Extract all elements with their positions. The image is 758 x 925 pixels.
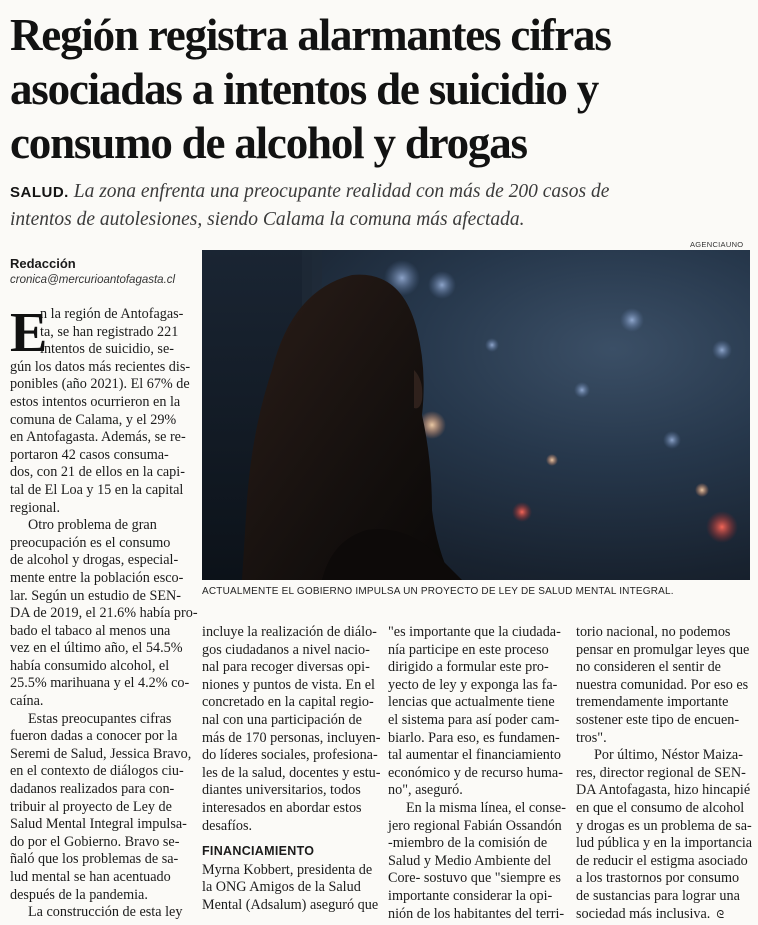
text-line: lud mental se han acentuado [10, 869, 171, 885]
text-line: dadanos realizados para con- [10, 781, 175, 798]
text-line: en que el consumo de alcohol [576, 799, 745, 816]
text-line: DA de 2019, el 21.6% había pro- [10, 605, 198, 622]
lead-paragraph [10, 302, 193, 364]
article-column-3 [388, 624, 566, 923]
text-line: no consideren el sentir de [576, 659, 721, 676]
headline-line: asociadas a intentos de suicidio y [10, 64, 599, 114]
text-line: y drogas es un problema de sa- [576, 817, 752, 834]
deck-text: La zona enfrenta una preocupante realidad con más de 200 casos de [73, 181, 610, 202]
text-line: nión de los habitantes del terri- [388, 905, 565, 922]
text-line: más de 170 personas, incluyen- [202, 729, 381, 746]
drop-cap: E [10, 302, 48, 364]
deck-line-1 [10, 178, 750, 206]
text-line: preocupación es el consumo [10, 534, 171, 551]
text-line: Estas preocupantes cifras [28, 710, 172, 727]
article-photo [202, 250, 750, 580]
text-line: nal con una participación de [202, 711, 362, 728]
text-line: concretado en la capital regio- [202, 694, 374, 711]
end-mark-icon: ᘓ [716, 907, 725, 921]
section-subhead: FINANCIAMIENTO [202, 844, 315, 859]
text-line: do líderes sociales, profesiona- [202, 747, 378, 764]
deck [10, 178, 750, 233]
text-line: nal para recoger diversas opi- [202, 659, 370, 676]
text-line: vez en el último año, el 54.5% [10, 640, 183, 657]
text-line: biarlo. Para eso, es fundamen- [388, 729, 560, 746]
text-line: regional. [10, 499, 61, 516]
text-line: estos intentos ocurrieron en la [10, 393, 181, 410]
text-line: portaron 42 casos consuma- [10, 446, 169, 463]
headline-line: Región registra alarmantes cifras [10, 10, 611, 60]
text-line: -miembro de la comisión de [388, 835, 548, 852]
text-line: res, director regional de SEN- [576, 764, 746, 781]
photo-credit: AGENCIAUNO [690, 240, 744, 249]
text-line: tal de El Loa y 15 en la capital [10, 481, 184, 498]
text-line: gos ciudadanos a nivel nacio- [202, 641, 370, 658]
text-line: nía participe en este proceso [388, 641, 549, 658]
text-line: n la región de Antofagas- [40, 306, 184, 322]
text-line: gún los datos más recientes dis- [10, 358, 191, 375]
article-column-2 [202, 624, 381, 915]
text-line: DA Antofagasta, hizo hincapié [576, 782, 751, 799]
headline [10, 8, 750, 170]
text-line: en el contexto de diálogos ciu- [10, 763, 184, 780]
text-line: Myrna Kobbert, presidenta de [202, 861, 373, 878]
text-line: Salud y Medio Ambiente del [388, 852, 552, 869]
text-line: la ONG Amigos de la Salud [202, 879, 361, 896]
text-line: lar. Según un estudio de SEN- [10, 587, 182, 604]
text-line: "es importante que la ciudada- [388, 624, 561, 640]
text-line: intentos de suicidio, se- [40, 341, 174, 358]
text-line: pensar en promulgar leyes que [576, 641, 750, 658]
text-line: yecto de ley y exponga las fa- [388, 676, 558, 693]
text-line: ñaló que los problemas de sa- [10, 851, 179, 868]
text-line: bado el tabaco al menos una [10, 622, 171, 639]
text-line: nuestra comunidad. Por eso es [576, 676, 749, 693]
text-line: tremendamente importante [576, 694, 729, 711]
photo-caption: ACTUALMENTE EL GOBIERNO IMPULSA UN PROYECTO DE LEY DE SALUD MENTAL INTEGRAL. [202, 586, 674, 597]
text-line: después de la pandemia. [10, 886, 148, 903]
text-line: En la misma línea, el conse- [406, 799, 566, 816]
text-line: ponibles (año 2021). El 67% de [10, 376, 190, 393]
text-line: dirigido a formular este pro- [388, 659, 549, 676]
text-line: niones y puntos de vista. En el [202, 676, 375, 693]
text-line: había consumido alcohol, el [10, 657, 170, 674]
author-name: Redacción [10, 256, 76, 271]
text-line: les de la salud, docentes y estu- [202, 764, 381, 781]
text-line: incluye la realización de diálo- [202, 624, 377, 640]
text-line: Mental (Adsalum) aseguró que [202, 896, 379, 913]
text-line: desafíos. [202, 817, 253, 834]
headline-line: consumo de alcohol y drogas [10, 118, 527, 168]
text-line: Core- sostuvo que "siempre es [388, 870, 561, 887]
text-line: de alcohol y drogas, especial- [10, 552, 179, 569]
text-line: lencias que actualmente tiene [388, 694, 555, 711]
article-column-4 [576, 624, 753, 923]
text-line-final [576, 906, 746, 924]
text-line: La construcción de esta ley [28, 904, 183, 921]
text-line: en Antofagasta. Además, se re- [10, 429, 186, 446]
text-line: comuna de Calama, y el 29% [10, 411, 177, 428]
text-line: económico y de recurso huma- [388, 764, 563, 781]
photo-illustration [202, 250, 750, 580]
text-line: tribuir al proyecto de Ley de [10, 798, 172, 815]
text-line: jero regional Fabián Ossandón [388, 817, 562, 834]
text-line: lud pública y en la importancia [576, 835, 753, 852]
byline [10, 256, 195, 286]
text-line: dos, con 21 de ellos en la capi- [10, 464, 185, 481]
text-line: a los trastornos por consumo [576, 870, 740, 887]
text-line: sociedad más inclusiva. [576, 905, 711, 922]
text-line: Salud Mental Integral impulsa- [10, 816, 187, 833]
text-line: sostener este tipo de encuen- [576, 711, 740, 728]
text-line: de sustancias para lograr una [576, 887, 740, 904]
author-email: cronica@mercurioantofagasta.cl [10, 274, 176, 286]
text-line: no", aseguró. [388, 782, 463, 799]
text-line: diantes universitarios, todos [202, 782, 361, 799]
text-line: importante considerar la opi- [388, 887, 553, 904]
text-line: de reducir el estigma asociado [576, 852, 748, 869]
deck-line-2: intentos de autolesiones, siendo Calama la comuna más afectada. [10, 209, 525, 230]
text-line: tros". [576, 729, 607, 746]
text-line: 25.5% marihuana y el 4.2% co- [10, 675, 190, 692]
text-line: tal aumentar el financiamiento [388, 747, 561, 764]
text-line: Seremi de Salud, Jessica Bravo, [10, 745, 192, 762]
text-line: ta, se han registrado 221 [40, 323, 179, 340]
text-line: mente entre la población esco- [10, 569, 184, 586]
text-line: caína. [10, 693, 44, 710]
text-line: interesados en abordar estos [202, 799, 362, 816]
text-line: el sistema para así poder cam- [388, 711, 560, 728]
section-kicker: SALUD. [10, 184, 69, 201]
text-line: do por el Gobierno. Bravo se- [10, 833, 180, 850]
text-line: Otro problema de gran [28, 517, 157, 534]
text-line: torio nacional, no podemos [576, 624, 731, 640]
text-line: fueron dadas a conocer por la [10, 728, 178, 745]
article-column-1 [10, 302, 198, 922]
text-line: Por último, Néstor Maiza- [594, 747, 743, 764]
